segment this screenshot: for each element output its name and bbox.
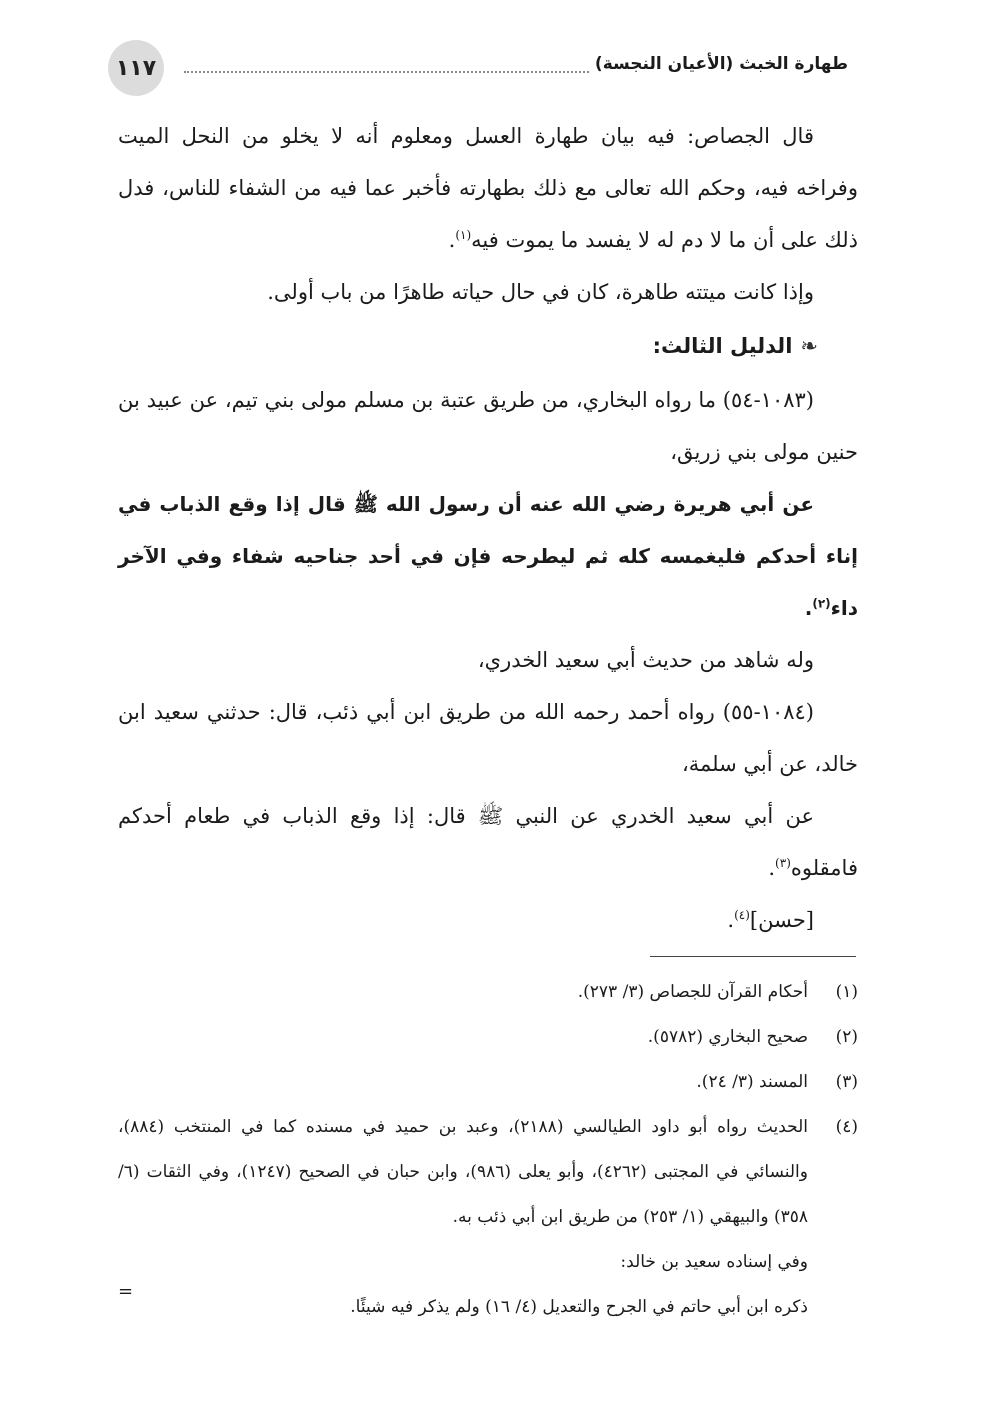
main-text [118,110,858,946]
leaf-ornament-icon: ❧ [800,334,818,358]
paragraph-jassas: قال الجصاص: فيه بيان طهارة العسل ومعلوم أنه لا يخلو من النحل الميت وفراخه فيه، وحكم الله تعالى مع ذلك بطهارته فأخبر عما فيه من الشفاء للناس، فدل ذلك على أن ما لا دم له لا يفسد ما يموت فيه$^{(١)}$. [118,124,858,252]
section-heading: ❧الدليل الثالث: [652,334,818,358]
footnote-1: (١) أحكام القرآن للجصاص (٣/ ٢٧٣). [577,982,858,1002]
footnote-separator [650,956,856,957]
continuation-mark: = [118,1281,134,1302]
paragraph-shahid: وله شاهد من حديث أبي سعيد الخدري، [477,648,814,672]
footnote-4-continuation-1: وفي إسناده سعيد بن خالد: [620,1252,808,1272]
footnote-3: (٣) المسند (٣/ ٢٤). [696,1072,858,1092]
paragraph-hadith-abu-said: عن أبي سعيد الخدري عن النبي ﷺ قال: إذا وقع الذباب في طعام أحدكم فامقلوه$^{(٣)}$. [118,804,858,880]
footnote-4-continuation-2: ذكره ابن أبي حاتم في الجرح والتعديل (٤/ ١٦) ولم يذكر فيه شيئًا. [350,1297,808,1317]
running-title: طهارة الخبث (الأعيان النجسة) [589,54,848,74]
paragraph-hadith-text: عن أبي هريرة رضي الله عنه أن رسول الله ﷺ قال إذا وقع الذباب في إناء أحدكم فليغمسه كله ثم ليطرحه فإن في أحد جناحيه شفاء وفي الآخر داء$^{(٢)}$. [118,492,858,620]
paragraph-isnad-ahmad: (١٠٨٤-٥٥) رواه أحمد رحمه الله من طريق ابن أبي ذئب، قال: حدثني سعيد ابن خالد، عن أبي سلمة، [118,700,858,776]
paragraph-conclusion: وإذا كانت ميتته طاهرة، كان في حال حياته طاهرًا من باب أولى. [267,280,814,304]
footnote-ref-3[interactable]: (٣) [775,856,791,870]
page-number: ١١٧ [108,40,164,96]
footnote-4: (٤) الحديث رواه أبو داود الطيالسي (٢١٨٨)، وعبد بن حميد في مسنده كما في المنتخب (٨٨٤)، والنسائي في المجتبى (٤٢٦٢)، وأبو يعلى (٩٨٦)، وابن حبان في الصحيح (١٢٤٧)، وفي الثقات (٦/ ٣٥٨) والبيهقي (١/ ٢٥٣) من طريق ابن أبي ذئب به. [118,1117,858,1227]
grading: [حسن]$^{(٤)}$. [727,908,814,932]
paragraph-isnad-bukhari: (١٠٨٣-٥٤) ما رواه البخاري، من طريق عتبة بن مسلم مولى بني تيم، عن عبيد بن حنين مولى بني زريق، [118,388,858,464]
footnote-ref-1[interactable]: (١) [455,228,472,242]
page-header [108,40,848,104]
footnote-2: (٢) صحيح البخاري (٥٧٨٢). [647,1027,858,1047]
footnotes [118,970,858,1330]
footnote-ref-4[interactable]: (٤) [734,908,750,922]
footnote-ref-2[interactable]: (٢) [812,596,831,611]
